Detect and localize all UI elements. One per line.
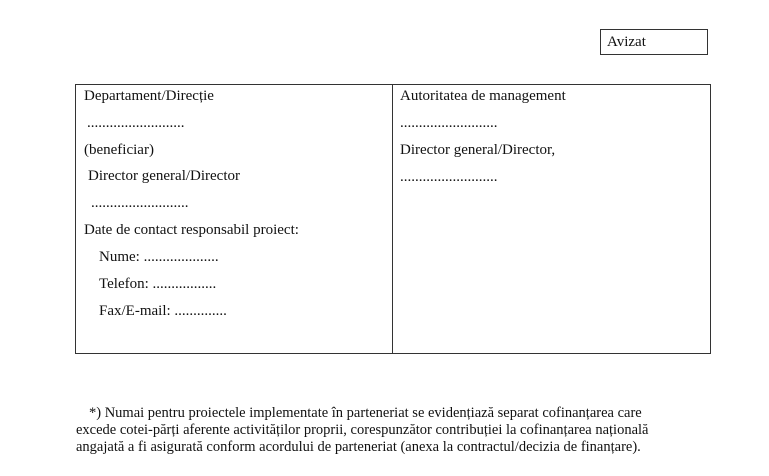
signature-table [75, 84, 711, 354]
footnote-line: *) Numai pentru proiectele implementate în parteneriat se evidențiază separat cofinanțarea care [89, 405, 642, 421]
director-label: Director general/Director [88, 168, 240, 184]
authority-label: Autoritatea de management [400, 88, 566, 104]
footnote [76, 405, 716, 456]
footnote-line: angajată a fi asigurată conform acordului de parteneriat (anexa la contractul/decizia de finanțare). [76, 439, 641, 455]
contact-fax-email: Fax/E-mail: .............. [99, 303, 227, 319]
contact-heading: Date de contact responsabil proiect: [84, 222, 299, 238]
authority-director-dots: .......................... [400, 169, 498, 185]
approval-label: Avizat [607, 34, 646, 50]
authority-dots: .......................... [400, 115, 498, 131]
contact-phone: Telefon: ................. [99, 276, 217, 292]
beneficiary-label: (beneficiar) [84, 142, 154, 158]
contact-name: Nume: .................... [99, 249, 219, 265]
footnote-line: excede cotei-părți aferente activităților proprii, corespunzător contribuției la cofinanțarea națională [76, 422, 649, 438]
column-divider [392, 85, 393, 353]
approval-box [600, 29, 708, 55]
department-label: Departament/Direcție [84, 88, 214, 104]
department-dots: .......................... [87, 115, 185, 131]
director-dots: .......................... [91, 195, 189, 211]
authority-director-label: Director general/Director, [400, 142, 556, 158]
